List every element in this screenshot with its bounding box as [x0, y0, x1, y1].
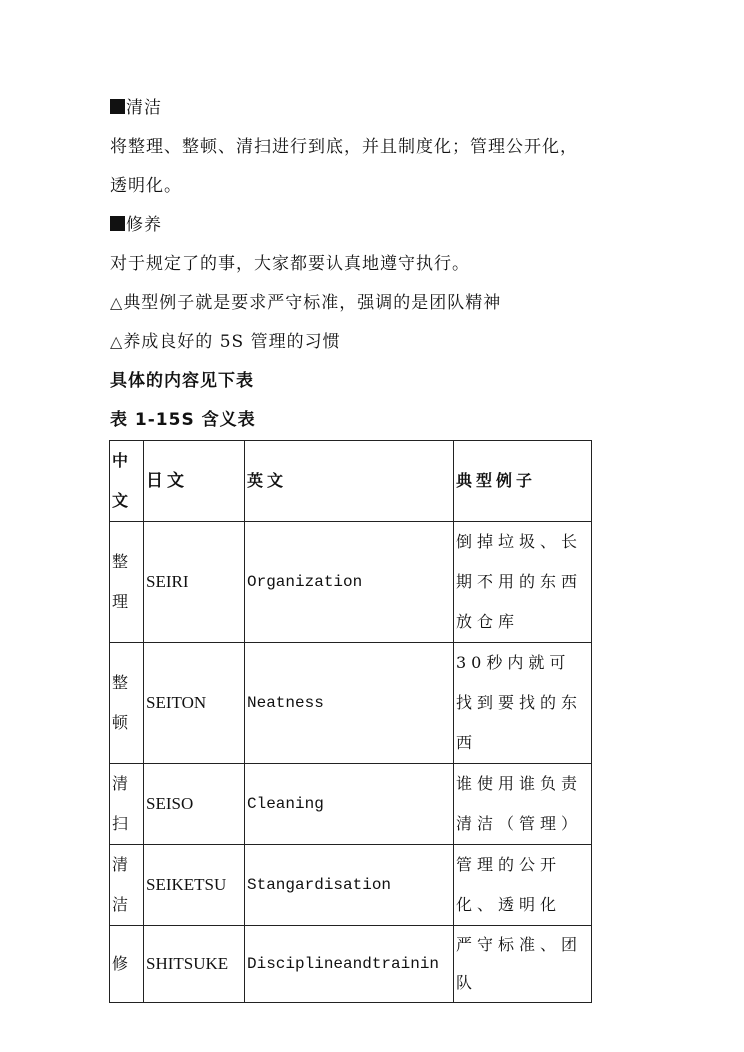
- body-paragraph: 对于规定了的事，大家都要认真地遵守执行。: [110, 254, 470, 274]
- body-paragraph: 透明化。: [110, 176, 182, 196]
- cell-example: 30秒内就可找到要找的东西: [454, 643, 592, 764]
- cell-chinese: 整顿: [110, 643, 144, 764]
- body-paragraph: 将整理、整顿、清扫进行到底，并且制度化；管理公开化，: [110, 137, 578, 157]
- cell-japanese: SEIKETSU: [144, 845, 245, 926]
- cell-english: Organization: [245, 522, 454, 643]
- black-square-icon: [110, 99, 125, 114]
- table-caption: 表 1-15S 含义表: [110, 410, 256, 430]
- bullet-text: 养成良好的 5S 管理的习惯: [123, 332, 341, 352]
- cell-japanese: SEISO: [144, 764, 245, 845]
- header-chinese: 中文: [110, 441, 144, 522]
- cell-example: 严守标准、团队: [454, 926, 592, 1003]
- cell-example: 倒掉垃圾、长期不用的东西放仓库: [454, 522, 592, 643]
- triangle-bullet-icon: △: [110, 293, 124, 312]
- cell-example: 管理的公开化、透明化: [454, 845, 592, 926]
- table-row: [110, 926, 592, 1003]
- table-row: [110, 643, 592, 764]
- cell-chinese: 整理: [110, 522, 144, 643]
- table-header-row: [110, 441, 592, 522]
- cell-english: Neatness: [245, 643, 454, 764]
- table-row: [110, 764, 592, 845]
- bullet-text: 典型例子就是要求严守标准，强调的是团队精神: [123, 293, 502, 313]
- table-row: [110, 845, 592, 926]
- table-intro: 具体的内容见下表: [110, 371, 254, 391]
- bullet-item: [110, 291, 501, 315]
- cell-japanese: SEIRI: [144, 522, 245, 643]
- triangle-bullet-icon: △: [110, 332, 124, 351]
- cell-example: 谁使用谁负责清洁（管理）: [454, 764, 592, 845]
- section-heading-discipline: [110, 213, 162, 237]
- header-example: 典型例子: [454, 441, 592, 522]
- heading-text: 清洁: [126, 98, 162, 118]
- 5s-meaning-table: [109, 440, 592, 1003]
- section-heading-cleanliness: [110, 96, 162, 120]
- cell-chinese: 清扫: [110, 764, 144, 845]
- cell-english: Cleaning: [245, 764, 454, 845]
- cell-english: Stangardisation: [245, 845, 454, 926]
- table-row: [110, 522, 592, 643]
- heading-text: 修养: [126, 215, 162, 235]
- cell-english: Disciplineandtrainin: [245, 926, 454, 1003]
- cell-japanese: SEITON: [144, 643, 245, 764]
- cell-chinese: 修: [110, 926, 144, 1003]
- header-japanese: 日文: [144, 441, 245, 522]
- black-square-icon: [110, 216, 125, 231]
- cell-chinese: 清洁: [110, 845, 144, 926]
- header-english: 英文: [245, 441, 454, 522]
- cell-japanese: SHITSUKE: [144, 926, 245, 1003]
- bullet-item: [110, 330, 341, 354]
